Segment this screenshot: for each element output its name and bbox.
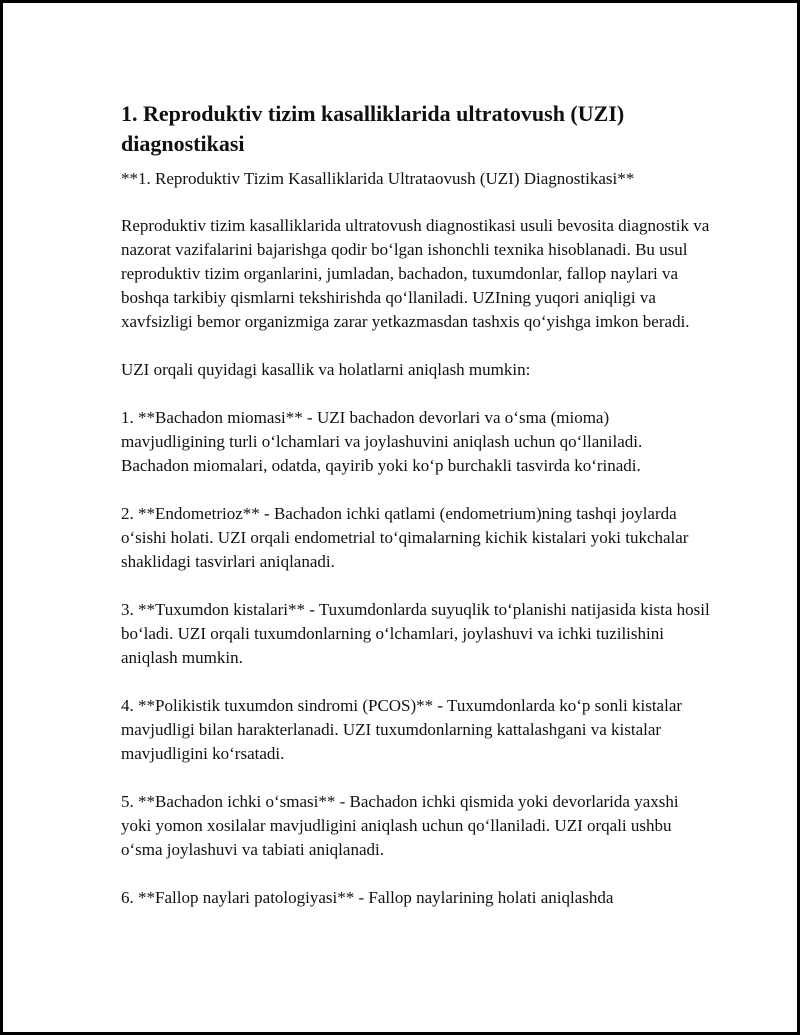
list-item-endometrioz: 2. **Endometrioz** - Bachadon ichki qatlami (endometrium)ning tashqi joylarda o‘sishi holati. UZI orqali endometrial to‘qimalarning kichik kistalari yoki tukchalar shaklidagi tasvirlari aniqlanadi. xyxy=(121,504,689,571)
paragraph-intro: Reproduktiv tizim kasalliklarida ultratovush diagnostikasi usuli bevosita diagnostik va nazorat vazifalarini bajarishga qodir bo‘lgan ishonchli texnika hisoblanadi. Bu usul reproduktiv tizim organlarini, jumladan, bachadon, tuxumdonlar, fallop naylari va boshqa tarkibiy qismlarni tekshirishda qo‘llaniladi. UZIning yuqori aniqligi va xavfsizligi bemor organizmiga zarar yetkazmasdan tashxis qo‘yishga imkon beradi. xyxy=(121,216,710,331)
list-item-fallop-naylari: 6. **Fallop naylari patologiyasi** - Fallop naylarining holati aniqlashda xyxy=(121,888,614,907)
list-item-tuxumdon-kistalari: 3. **Tuxumdon kistalari** - Tuxumdonlarda suyuqlik to‘planishi natijasida kista hosil bo‘ladi. UZI orqali tuxumdonlarning o‘lchamlari, joylashuvi va ichki tuzilishini aniqlash mumkin. xyxy=(121,600,710,667)
document-title: 1. Reproduktiv tizim kasalliklarida ultratovush (UZI) diagnostikasi xyxy=(121,101,625,156)
list-item-bachadon-osmasi: 5. **Bachadon ichki o‘smasi** - Bachadon ichki qismida yoki devorlarida yaxshi yoki yomon xosilalar mavjudligini aniqlash uchun qo‘llaniladi. UZI orqali ushbu o‘sma joylashuvi va tabiati aniqlanadi. xyxy=(121,792,679,859)
document-subtitle: **1. Reproduktiv Tizim Kasalliklarida Ultrataovush (UZI) Diagnostikasi** xyxy=(121,169,635,188)
list-item-bachadon-miomasi: 1. **Bachadon miomasi** - UZI bachadon devorlari va o‘sma (mioma) mavjudligining turli o‘lchamlari va joylashuvini aniqlash uchun qo‘llaniladi. Bachadon miomalari, odatda, qayirib yoki ko‘p burchakli tasvirda ko‘rinadi. xyxy=(121,408,643,475)
paragraph-list-intro: UZI orqali quyidagi kasallik va holatlarni aniqlash mumkin: xyxy=(121,360,531,379)
list-item-pcos: 4. **Polikistik tuxumdon sindromi (PCOS)** - Tuxumdonlarda ko‘p sonli kistalar mavjudligi bilan harakterlanadi. UZI tuxumdonlarning kattalashgani va kistalar mavjudligini ko‘rsatadi. xyxy=(121,696,683,763)
document-content xyxy=(121,99,711,934)
